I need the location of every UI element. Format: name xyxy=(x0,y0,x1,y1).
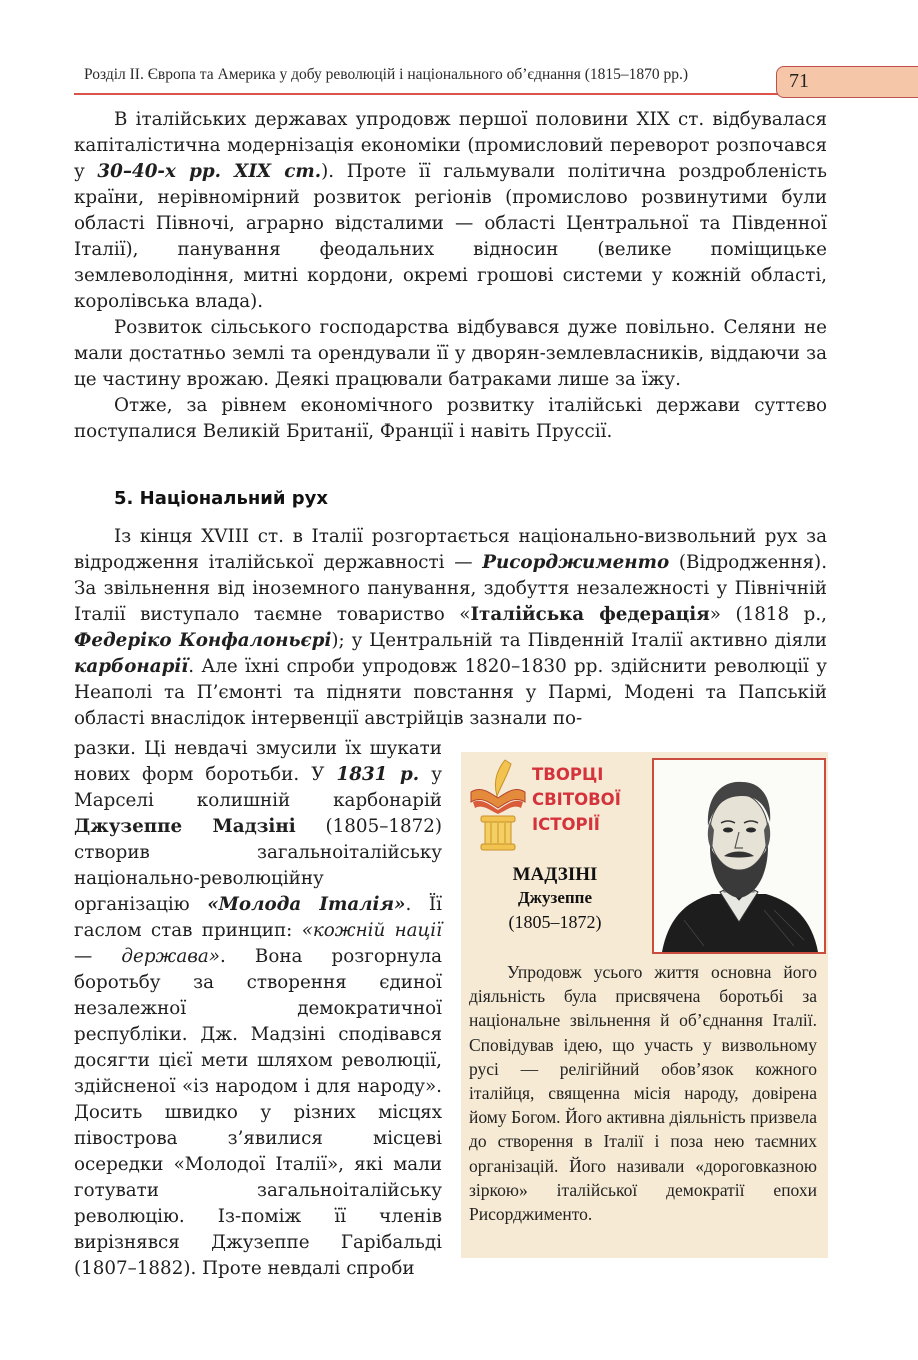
person-firstname: Джузеппе xyxy=(517,888,593,907)
mazzini-portrait-image xyxy=(654,760,824,952)
heading-line: ТВОРЦІ xyxy=(532,765,604,784)
chapter-header: Розділ II. Європа та Америка у добу революцій і національного об’єднання (1815–1870 рр.) xyxy=(84,66,689,83)
term-risorgimento: Рисорджименто xyxy=(482,552,670,573)
page-number-tab xyxy=(776,66,918,98)
paragraph-economy xyxy=(74,107,827,315)
text-run: . Її гаслом став принцип: xyxy=(74,894,442,941)
paragraph-agriculture: Розвиток сільського господарства відбувався дуже повільно. Селяни не мали достатньо землі та орендували її у дворян-землевласників, віддаючи за це частину врожаю. Деякі працювали батраками лише за їжу. xyxy=(74,317,827,390)
portrait-frame xyxy=(652,758,826,954)
text-run: ); у Центральній та Південній Італії активно діяли xyxy=(331,630,827,651)
date-highlight: 1831 р. xyxy=(336,764,420,785)
text-run: разки. Ці невдачі змусили їх шукати нових форм боротьби. У xyxy=(74,738,442,785)
text-run: (Відродження). За звільнення від іноземного панування, здобуття незалежності у Північній Італії виступало таємне товариство « xyxy=(74,552,827,625)
text-run: у Марселі колишній карбонарій xyxy=(74,764,442,811)
text-run: . Вона розгорнула боротьбу за створення єдиної незалежної демократичної республіки. Дж. Мадзіні сподівався досягти цієї мети шляхом революції, здійсненої «із народом і для народу». Досить швидко у різних місцях півострова з’явилися місцеві осередки «Молодої Італії», які мали готувати загальноіталійську революцію. Із-поміж її членів вирізнявся Джузеппе Гарібальді (1807–1882). Проте невдалі спроби xyxy=(74,946,442,1279)
sidebar-biography-text: Упродовж усього життя основна його діяльність була присвячена боротьбі за національне звільнення й об’єднання Італії. Сповідував ідею, що участь у визвольному русі — релігійний обов’язок кожного італійця, священна місія народу, довірена йому Богом. Його активна діяльність призвела до створення в Італії і поза нею таємних організацій. Його називали «дороговказною зіркою» італійської демократії епохи Рисорджименто. xyxy=(469,962,817,1225)
text-run: » (1818 р., xyxy=(709,604,827,625)
page-number: 71 xyxy=(789,70,809,92)
paragraph-young-italy xyxy=(74,736,442,1282)
motto-quote: «кожній нації — держава» xyxy=(74,920,442,967)
paragraph-conclusion: Отже, за рівнем економічного розвитку італійські держави суттєво поступалися Великій Британії, Франції і навіть Пруссії. xyxy=(74,395,827,442)
person-surname: МАДЗІНІ xyxy=(512,864,598,885)
header-rule xyxy=(74,93,779,95)
person-life-years: (1805–1872) xyxy=(508,912,602,932)
term-young-italy: «Молода Італія» xyxy=(207,894,406,915)
heading-line: ІСТОРІЇ xyxy=(532,815,600,834)
text-run: Із кінця XVIII ст. в Італії розгортається національно-визвольний рух за відродження італійської державності — xyxy=(74,526,827,573)
heading-line: СВІТОВОЇ xyxy=(532,790,621,809)
quill-scroll-column-icon xyxy=(467,756,529,856)
text-run: В італійських державах упродовж першої половини XIX ст. відбувалася капіталістична модернізація економіки (промисловий переворот розпочався у xyxy=(74,109,827,182)
history-makers-box xyxy=(461,752,828,1258)
history-makers-heading xyxy=(532,762,652,837)
text-run: ). Проте її гальмували політична роздробленість країни, нерівномірний розвиток регіонів (промислово розвинутими були області Півночі, аграрно відсталими — області Центральної та Південної Італії), панування феодальних відносин (велике поміщицьке землеволодіння, митні кордони, окремі грошові системи у кожній області, королівська влада). xyxy=(74,161,828,312)
paragraph-national-movement xyxy=(74,524,827,732)
text-run: . Але їхні спроби упродовж 1820–1830 рр. здійснити революції у Неаполі та П’ємонті та підняти повстання у Пармі, Модені та Папській області внаслідок інтервенції австрійців зазнали по- xyxy=(74,656,827,729)
person-confalonieri: Федеріко Конфалоньєрі xyxy=(74,630,332,651)
person-mazzini: Джузеппе Мадзіні xyxy=(74,816,296,837)
date-highlight: 30–40-х рр. XIX ст. xyxy=(97,161,322,182)
section-heading: 5. Національний рух xyxy=(114,488,329,509)
text-run: (1805–1872) створив загальноіталійську національно-революційну організацію xyxy=(74,816,442,915)
term-carbonari: карбонарії xyxy=(74,656,189,677)
term-italian-federation: Італійська федерація xyxy=(470,604,710,625)
